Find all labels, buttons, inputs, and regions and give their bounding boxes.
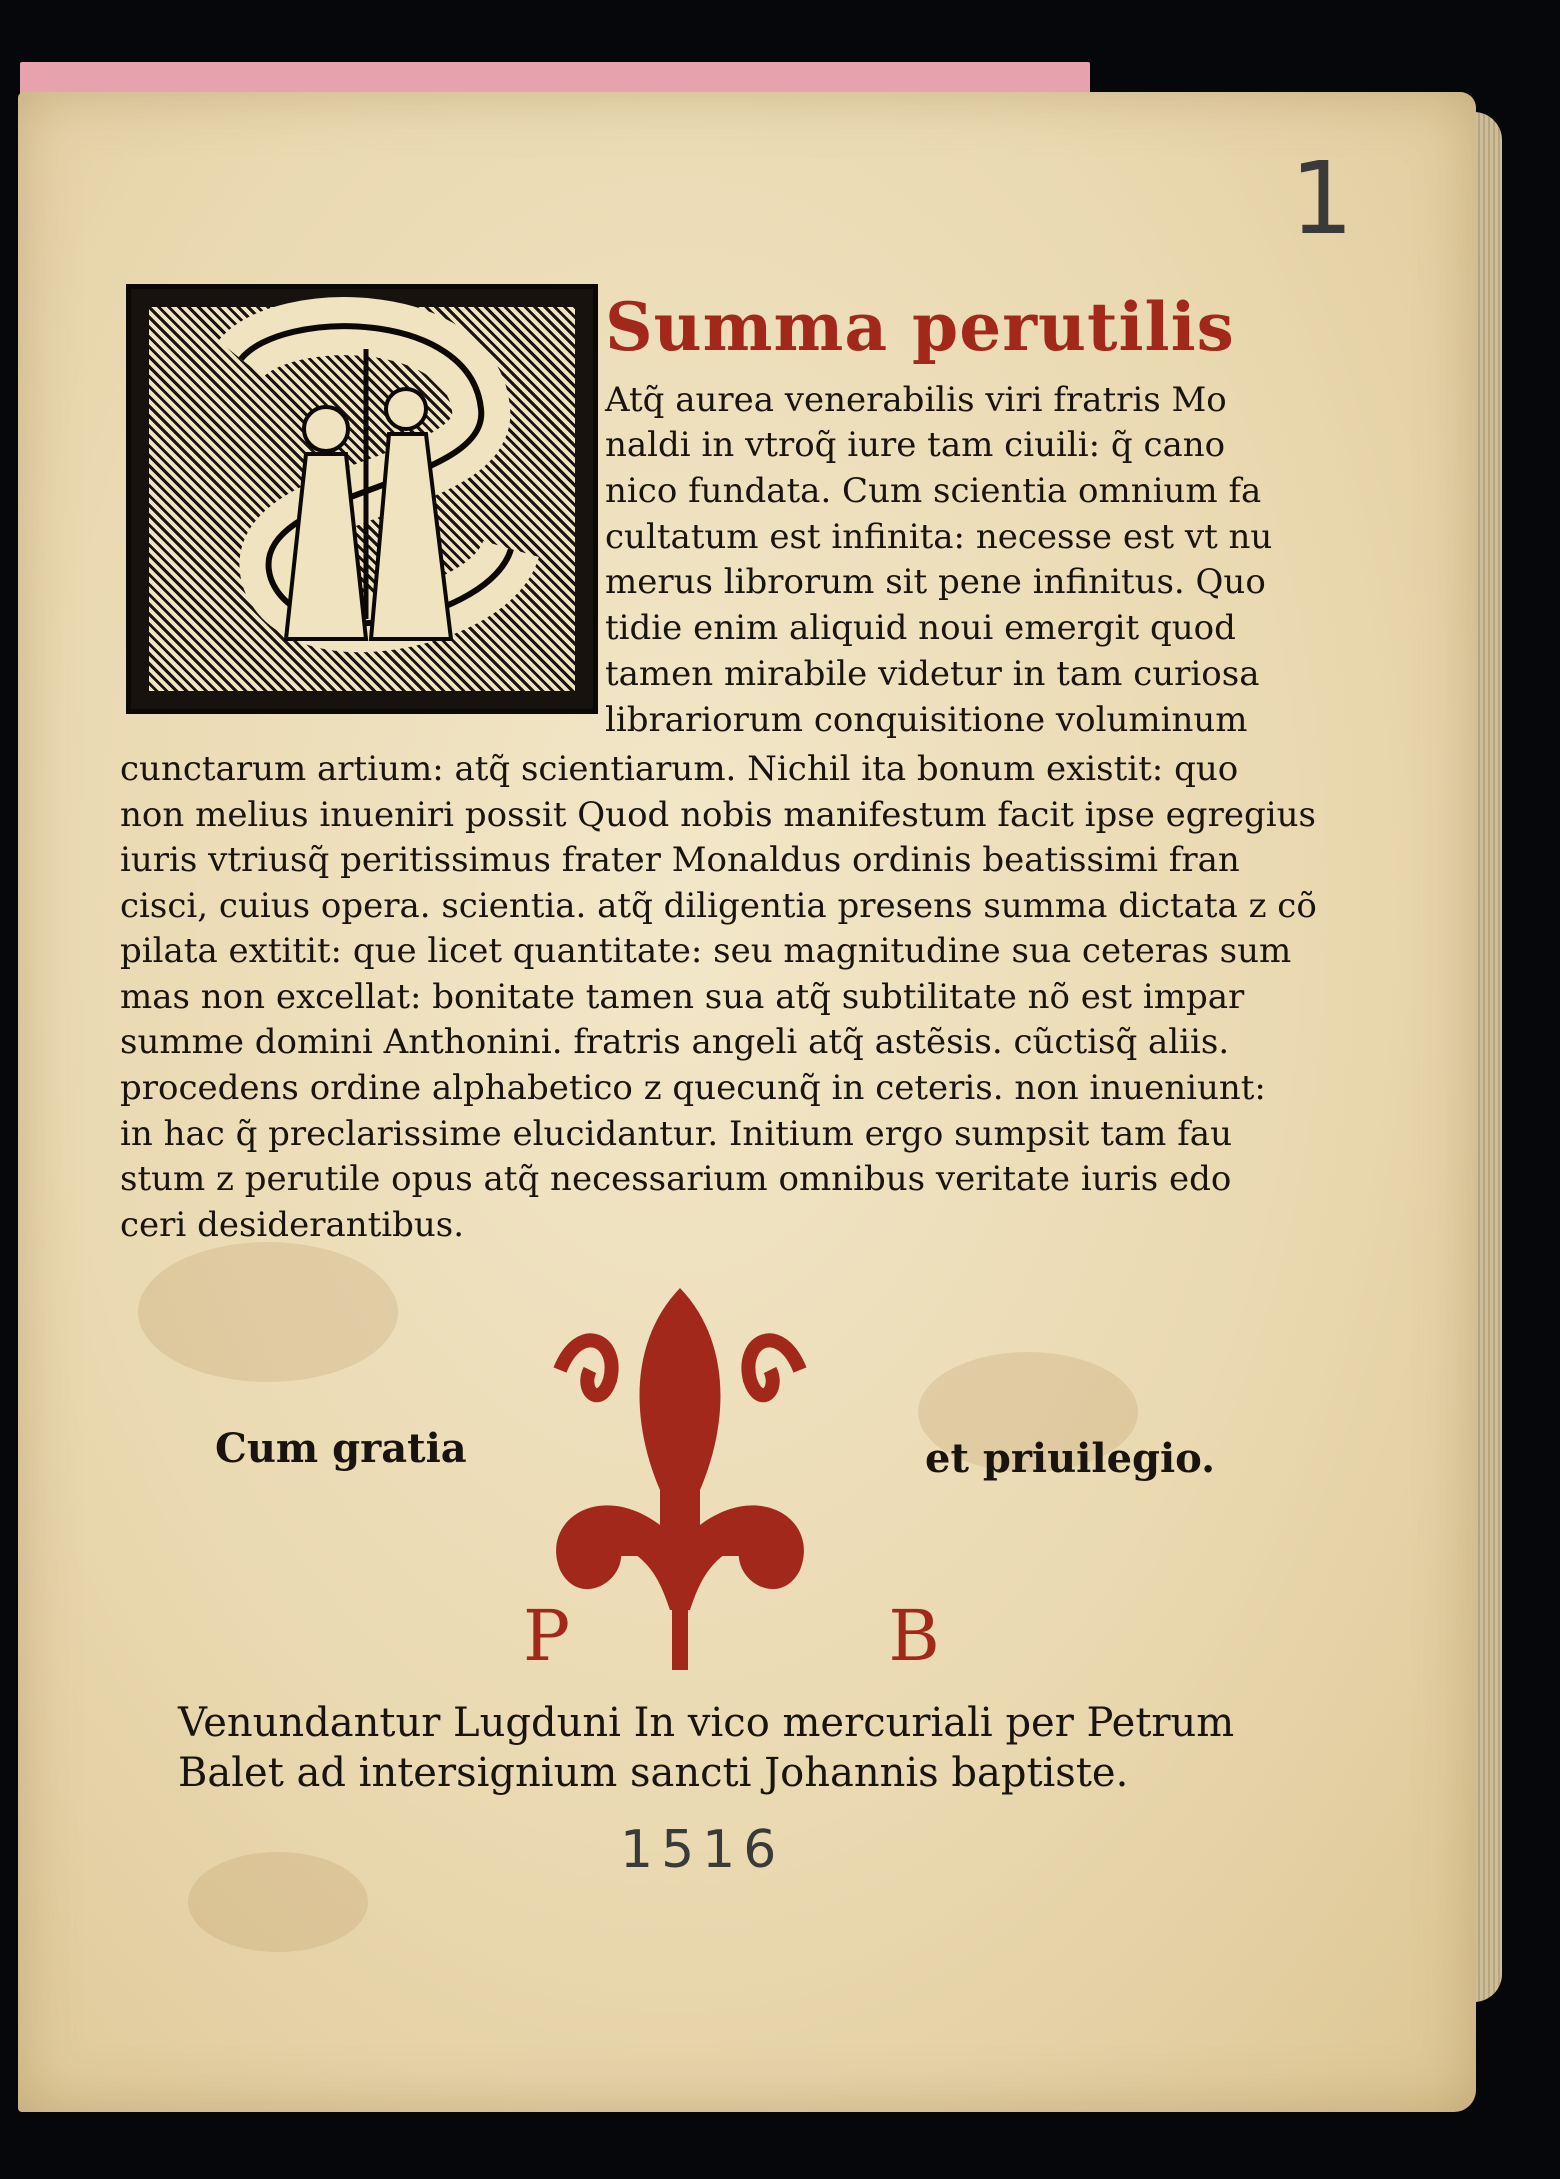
body-line: cunctarum artium: atq̃ scientiarum. Nichil ita bonum existit: quo bbox=[120, 749, 1239, 789]
body-line: ceri desiderantibus. bbox=[120, 1205, 465, 1245]
body-line: librariorum conquisitione voluminum bbox=[605, 700, 1248, 740]
body-line: Atq̃ aurea venerabilis viri fratris Mo bbox=[605, 380, 1227, 420]
body-line: mas non excellat: bonitate tamen sua atq̃ subtilitate nõ est impar bbox=[120, 977, 1245, 1017]
body-line: tidie enim aliquid noui emergit quod bbox=[605, 608, 1236, 648]
body-line: non melius inueniri possit Quod nobis manifestum facit ipse egregius bbox=[120, 795, 1316, 835]
foliation-number: 1 bbox=[1290, 140, 1354, 257]
handwritten-date: 1516 bbox=[620, 1820, 785, 1880]
body-line: procedens ordine alphabetico z quecunq̃ in ceteris. non inueniunt: bbox=[120, 1068, 1266, 1108]
body-line: cultatum est infinita: necesse est vt nu bbox=[605, 517, 1273, 557]
privilege-left: Cum gratia bbox=[215, 1425, 467, 1472]
privilege-right: et priuilegio. bbox=[925, 1435, 1216, 1482]
body-line: stum z perutile opus atq̃ necessarium omnibus veritate iuris edo bbox=[120, 1159, 1232, 1199]
woodcut-figures-icon bbox=[131, 289, 593, 709]
body-line: cisci, cuius opera. scientia. atq̃ diligentia presens summa dictata z cõ bbox=[120, 886, 1317, 926]
document-title: Summa perutilis bbox=[605, 288, 1235, 366]
colophon-line-2: Balet ad intersignium sancti Johannis baptiste. bbox=[178, 1750, 1129, 1796]
foxing-stain bbox=[138, 1242, 398, 1382]
body-line: tamen mirabile videtur in tam curiosa bbox=[605, 654, 1260, 694]
body-line: merus librorum sit pene infinitus. Quo bbox=[605, 562, 1266, 602]
body-line: iuris vtriusq̃ peritissimus frater Monaldus ordinis beatissimi fran bbox=[120, 840, 1240, 880]
body-line: pilata extitit: que licet quantitate: seu magnitudine sua ceteras sum bbox=[120, 931, 1292, 971]
body-line: in hac q̃ preclarissime elucidantur. Initium ergo sumpsit tam fau bbox=[120, 1114, 1232, 1154]
printer-mark-initials: P B bbox=[523, 1595, 1088, 1677]
body-line: nico fundata. Cum scientia omnium fa bbox=[605, 471, 1262, 511]
body-line: summe domini Anthonini. fratris angeli atq̃ astẽsis. cũctisq̃ aliis. bbox=[120, 1022, 1230, 1062]
colophon-line-1: Venundantur Lugduni In vico mercuriali per Petrum bbox=[178, 1700, 1235, 1746]
woodcut-initial bbox=[126, 284, 598, 714]
foxing-stain bbox=[188, 1852, 368, 1952]
body-line: naldi in vtroq̃ iure tam ciuili: q̃ cano bbox=[605, 425, 1226, 465]
